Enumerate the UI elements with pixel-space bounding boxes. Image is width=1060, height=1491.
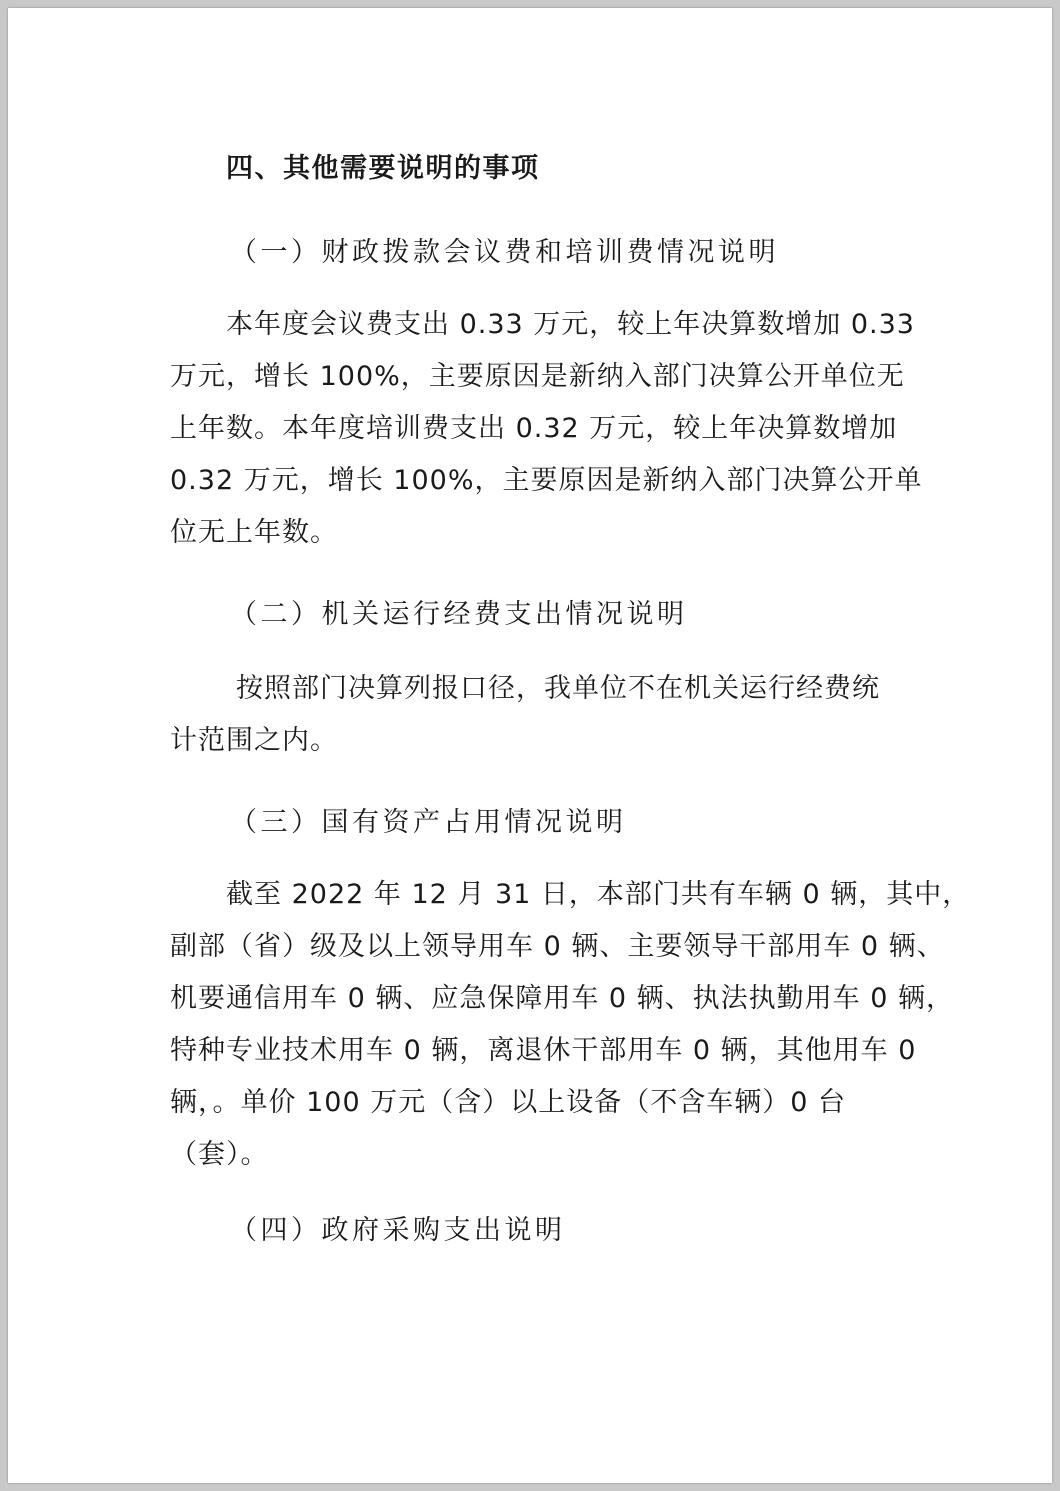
subsection-2-title: （二）机关运行经费支出情况说明	[230, 599, 688, 630]
paragraph-1-line-3: 上年数。本年度培训费支出 0.32 万元，较上年决算数增加	[170, 413, 898, 444]
paragraph-1-line-2: 万元，增长 100%，主要原因是新纳入部门决算公开单位无	[170, 361, 905, 392]
subsection-1-title: （一）财政拨款会议费和培训费情况说明	[230, 237, 779, 268]
paragraph-3-line-4: 特种专业技术用车 0 辆，离退休干部用车 0 辆，其他用车 0	[170, 1035, 917, 1066]
paragraph-1-line-5: 位无上年数。	[170, 517, 338, 548]
paragraph-3-line-5: 辆，。单价 100 万元（含）以上设备（不含车辆）0 台	[170, 1087, 846, 1118]
paragraph-3-line-6: （套）。	[170, 1139, 269, 1170]
document-page	[8, 8, 1052, 1483]
paragraph-1-line-1: 本年度会议费支出 0.33 万元，较上年决算数增加 0.33	[226, 309, 915, 340]
paragraph-2-line-2: 计范围之内。	[170, 725, 338, 756]
subsection-3-title: （三）国有资产占用情况说明	[230, 807, 627, 838]
paragraph-3-line-3: 机要通信用车 0 辆、应急保障用车 0 辆、执法执勤用车 0 辆，	[170, 983, 955, 1014]
paragraph-1-line-4: 0.32 万元，增长 100%，主要原因是新纳入部门决算公开单	[170, 465, 923, 496]
paragraph-3-line-1: 截至 2022 年 12 月 31 日，本部门共有车辆 0 辆，其中，	[226, 879, 971, 910]
subsection-4-title: （四）政府采购支出说明	[230, 1215, 566, 1246]
section-title: 四、其他需要说明的事项	[226, 153, 540, 184]
paragraph-2-line-1: 按照部门决算列报口径，我单位不在机关运行经费统	[236, 673, 880, 704]
paragraph-3-line-2: 副部（省）级及以上领导用车 0 辆、主要领导干部用车 0 辆、	[170, 931, 945, 962]
